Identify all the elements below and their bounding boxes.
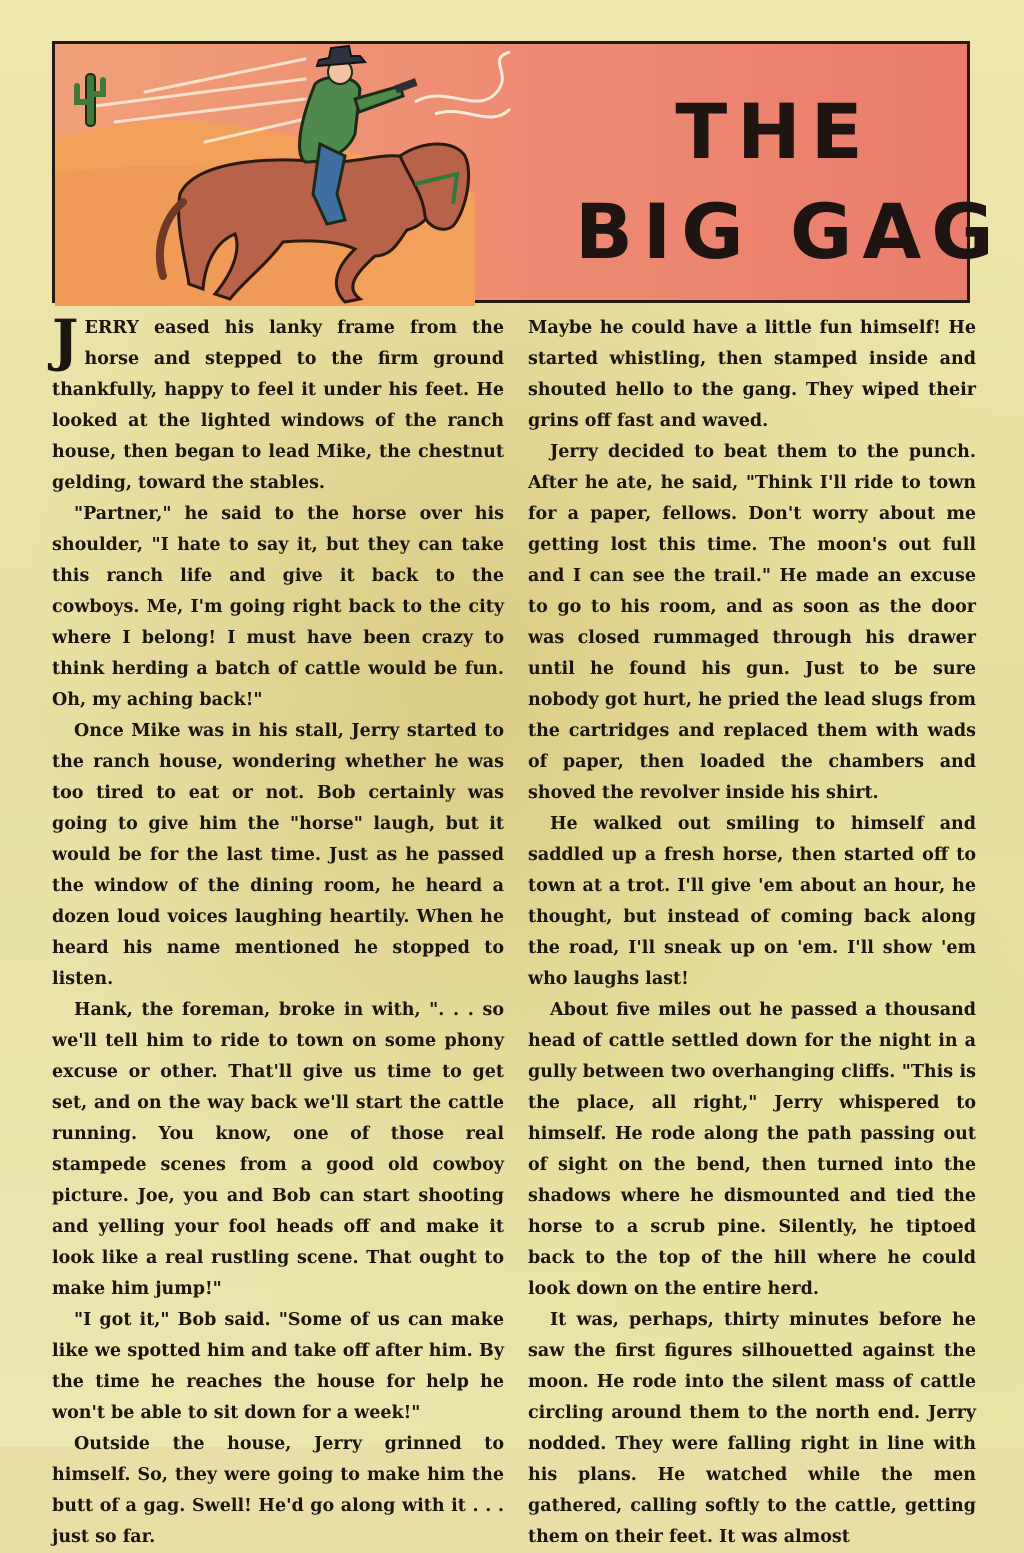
- story-paragraph: "I got it," Bob said. "Some of us can make like we spotted him and take off after him. By the time he reaches the house for help he won't be able to sit down for a week!": [52, 1310, 504, 1423]
- story-paragraph: He walked out smiling to himself and saddled up a fresh horse, then started off to town at a trot. I'll give 'em about an hour, he thought, but instead of coming back along the road, I'll sneak up on 'em. I'll show 'em who laughs last!: [528, 814, 976, 989]
- cowboy-on-horse-illustration: [55, 44, 575, 306]
- story-title-line-1: THE: [675, 87, 873, 176]
- story-paragraph: Jerry decided to beat them to the punch. After he ate, he said, "Think I'll ride to town for a paper, fellows. Don't worry about me getting lost this time. The moon's out full and I can see the trail." He made an excuse to go to his room, and as soon as the door was closed rummaged through his drawer until he found his gun. Just to be sure nobody got hurt, he pried the lead slugs from the cartridges and replaced them with wads of paper, then loaded the chambers and shoved the revolver inside his shirt.: [528, 442, 976, 803]
- drop-cap: J: [52, 308, 79, 374]
- story-paragraph: Maybe he could have a little fun himself! He started whistling, then stamped inside and shouted hello to the gang. They wiped their grins off fast and waved.: [528, 318, 976, 431]
- story-title-line-2: BIG GAG: [575, 187, 1004, 276]
- cactus-icon: [77, 74, 103, 126]
- story-paragraph: Once Mike was in his stall, Jerry started to the ranch house, wondering whether he was too tired to eat or not. Bob certainly was going to give him the "horse" laugh, but it would be for the last time. Just as he passed the window of the dining room, he heard a dozen loud voices laughing heartily. When he heard his name mentioned he stopped to listen.: [52, 721, 504, 989]
- story-paragraph: About five miles out he passed a thousand head of cattle settled down for the night in a gully between two overhanging cliffs. "This is the place, all right," Jerry whispered to himself. He rode along the path passing out of sight on the bend, then turned into the shadows where he dismounted and tied the horse to a scrub pine. Silently, he tiptoed back to the top of the hill where he could look down on the entire herd.: [528, 1000, 976, 1299]
- title-banner: [52, 41, 1004, 303]
- story-paragraph: Outside the house, Jerry grinned to himself. So, they were going to make him the butt of a gag. Swell! He'd go along with it . . . just so far.: [52, 1434, 504, 1547]
- paragraph-text: ERRY eased his lanky frame from the horse and stepped to the firm ground thankfully, happy to feel it under his feet. He looked at the lighted windows of the ranch house, then began to lead Mike, the chestnut gelding, toward the stables.: [52, 318, 504, 493]
- story-column-left: [52, 308, 504, 1547]
- story-paragraph: "Partner," he said to the horse over his shoulder, "I hate to say it, but they can take this ranch life and give it back to the cowboys. Me, I'm going right back to the city where I belong! I must have been crazy to think herding a batch of cattle would be fun. Oh, my aching back!": [52, 504, 504, 710]
- story-paragraph: Hank, the foreman, broke in with, ". . . so we'll tell him to ride to town on some phony excuse or other. That'll give us time to get set, and on the way back we'll start the cattle running. You know, one of those real stampede scenes from a good old cowboy picture. Joe, you and Bob can start shooting and yelling your fool heads off and make it look like a real rustling scene. That ought to make him jump!": [52, 1000, 504, 1299]
- story-paragraph: It was, perhaps, thirty minutes before he saw the first figures silhouetted against the moon. He rode into the silent mass of cattle circling around them to the north end. Jerry nodded. They were falling right in line with his plans. He watched while the men gathered, calling softly to the cattle, getting them on their feet. It was almost: [528, 1310, 976, 1547]
- story-paragraph: [52, 308, 504, 499]
- story-column-right: [528, 313, 976, 1547]
